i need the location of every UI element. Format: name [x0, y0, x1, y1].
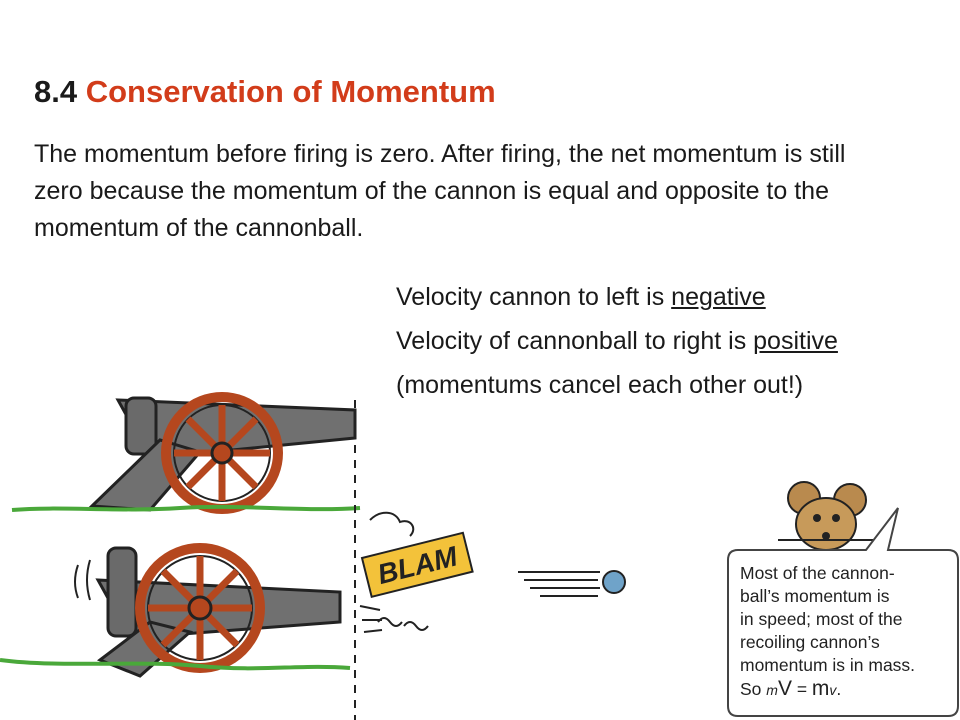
- title-text: Conservation of Momentum: [85, 74, 496, 109]
- body-paragraph: The momentum before firing is zero. After firing, the net momentum is still zero because the momentum of the cannon is equal and opposite to the momentum of the cannonball.: [34, 140, 846, 242]
- blam-sound-effect: [362, 533, 473, 597]
- slide-title: [34, 74, 496, 110]
- cannon-illustration: [0, 360, 720, 720]
- note-momentums-cancel: (momentums cancel each other out!): [396, 371, 804, 399]
- cannonball: [603, 571, 625, 593]
- positive-label: positive: [753, 327, 838, 355]
- bubble-text: Most of the cannon- ball’s momentum is in speed; most of the recoiling cannon’s momentum is in mass. So mV = mv.: [740, 562, 950, 702]
- title-number: 8.4: [34, 74, 78, 109]
- momentum-equation: So mV = mv.: [740, 677, 842, 700]
- negative-label: negative: [671, 283, 766, 311]
- note-cannon-velocity: Velocity cannon to left is negative: [396, 283, 766, 311]
- note-cannonball-velocity: Velocity of cannonball to right is positive: [396, 327, 838, 355]
- mouse-icon: [778, 482, 876, 550]
- svg-text:BLAM: BLAM: [374, 540, 461, 591]
- cannon-after-firing: [0, 513, 625, 676]
- cannon-before-firing: [12, 397, 360, 510]
